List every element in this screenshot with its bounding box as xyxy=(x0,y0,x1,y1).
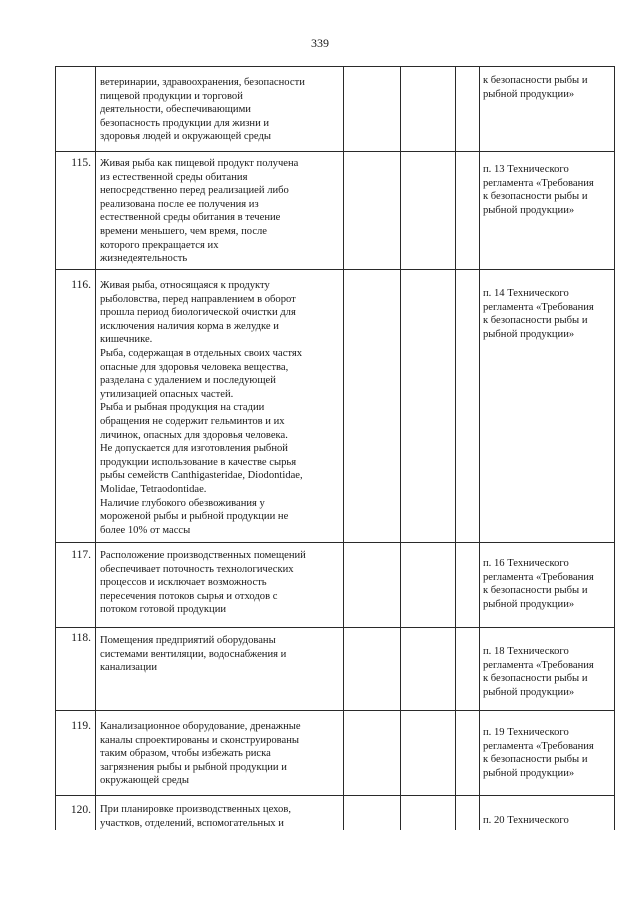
requirement-text: ветеринарии, здравоохранения, безопасности пищевой продукции и торговой деятельности, обеспечивающими безопасность продукции для жизни и здоровья людей и окружающей среды xyxy=(100,77,305,143)
requirement-text: Помещения предприятий оборудованы системами вентиляции, водоснабжения и канализации xyxy=(100,635,287,674)
table-row xyxy=(55,627,614,710)
requirement-text: Расположение производственных помещений обеспечивает поточность технологических процессов и исключает возможность пересечения потоков сырья и отходов с потоком готовой продукции xyxy=(100,550,306,616)
table-row xyxy=(55,795,614,830)
requirement-text: Живая рыба как пищевой продукт получена из естественной среды обитания непосредственно перед реализацией либо реализована после ее получения из естественной среды обитания в течение времени меньшего, чем время, после которого прекращается их жизнедеятельность xyxy=(100,158,299,265)
row-number: 116. xyxy=(71,279,91,291)
regulation-reference: к безопасности рыбы и рыбной продукции» xyxy=(483,75,588,100)
requirement-text: Канализационное оборудование, дренажные каналы спроектированы и сконструированы таким образом, чтобы избежать риска загрязнения рыбы и рыбной продукции и окружающей среды xyxy=(100,721,301,787)
requirement-text: Живая рыба, относящаяся к продукту рыболовства, перед направлением в оборот прошла период биологической очистки для исключения наличия корма в желудке и кишечнике. Рыба, содержащая в отдельных своих частях опасные для здоровья человека вещества, разделана с удалением и последующей утилизацией опасных частей. Рыба и рыбная продукция на стадии обращения не содержит гельминтов и их личинок, опасных для здоровья человека. Не допускается для изготовления рыбной продукции использование в качестве сырья рыбы семейств Canthigasteridae, Diodontidae, Molidae, Tetraodontidae. Наличие глубокого обезвоживания у мороженой рыбы и рыбной продукции не более 10% от массы xyxy=(100,280,303,536)
regulation-reference: п. 18 Технического регламента «Требования к безопасности рыбы и рыбной продукции» xyxy=(483,646,594,698)
row-number: 118. xyxy=(71,632,91,644)
table-row xyxy=(55,151,614,269)
row-number: 119. xyxy=(71,720,91,732)
requirement-text: При планировке производственных цехов, участков, отделений, вспомогательных и xyxy=(100,804,291,829)
regulation-reference: п. 13 Технического регламента «Требования к безопасности рыбы и рыбной продукции» xyxy=(483,164,594,216)
regulation-reference: п. 20 Технического xyxy=(483,815,569,826)
table-row xyxy=(55,269,614,542)
row-number: 120. xyxy=(70,804,91,816)
regulation-reference: п. 16 Технического регламента «Требования к безопасности рыбы и рыбной продукции» xyxy=(483,558,594,610)
table-row xyxy=(55,710,614,795)
row-number: 117. xyxy=(71,549,91,561)
regulation-reference: п. 19 Технического регламента «Требования к безопасности рыбы и рыбной продукции» xyxy=(483,727,594,779)
table-row xyxy=(55,542,614,627)
page-number: 339 xyxy=(311,36,329,50)
row-number: 115. xyxy=(71,157,91,169)
regulation-reference: п. 14 Технического регламента «Требования к безопасности рыбы и рыбной продукции» xyxy=(483,288,594,340)
table-row xyxy=(55,66,614,151)
